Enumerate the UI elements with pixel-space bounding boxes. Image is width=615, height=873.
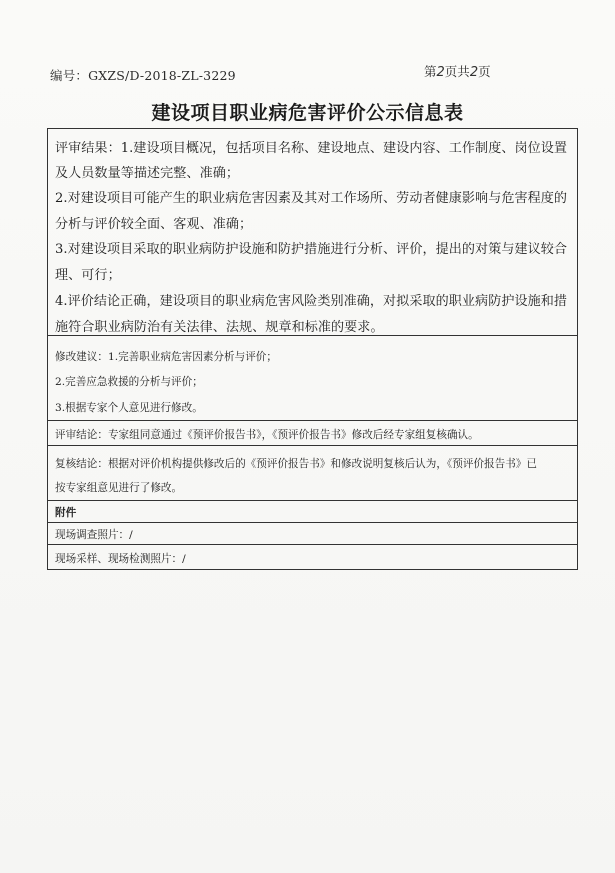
review-result-line: 2.对建设项目可能产生的职业病危害因素及其对工作场所、劳动者健康影响与危害程度的 (55, 191, 568, 206)
page-mid: 页共 (444, 64, 470, 79)
review-result-line: 施符合职业病防治有关法律、法规、规章和标准的要求。 (55, 320, 384, 335)
review-result-line: 评审结果：1.建设项目概况，包括项目名称、建设地点、建设内容、工作制度、岗位设置 (55, 141, 568, 156)
page-prefix: 第 (424, 64, 437, 79)
review-result-line: 及人员数量等描述完整、准确； (55, 166, 240, 181)
sampling-photos-row (48, 545, 577, 569)
page-indicator (424, 62, 491, 80)
review-result-line: 理、可行； (55, 268, 121, 283)
review-result-line: 3.对建设项目采取的职业病防护设施和防护措施进行分析、评价，提出的对策与建议较合 (55, 242, 568, 257)
review-result-line: 分析与评价较全面、客观、准确； (55, 217, 253, 232)
recheck-line: 复核结论：根据对评价机构提供修改后的《预评价报告书》和修改说明复核后认为，《预评价报告书》已 (55, 458, 538, 470)
attachments-heading-row (48, 501, 577, 523)
modification-line: 3.根据专家个人意见进行修改。 (55, 402, 203, 414)
document-number: 编号：GXZS/D-2018-ZL-3229 (50, 68, 236, 83)
page-title: 建设项目职业病危害评价公示信息表 (151, 102, 464, 124)
review-conclusion-text: 评审结论：专家组同意通过《预评价报告书》，《预评价报告书》修改后经专家组复核确认。 (55, 429, 479, 441)
recheck-section (48, 446, 577, 501)
modification-line: 2.完善应急救援的分析与评价； (55, 376, 203, 388)
page-total: 2 (469, 65, 479, 80)
page-current: 2 (436, 65, 445, 80)
page-suffix: 页 (478, 64, 491, 79)
recheck-line: 按专家组意见进行了修改。 (55, 482, 183, 494)
review-result-section (48, 129, 577, 336)
attachments-heading: 附件 (55, 507, 77, 519)
review-conclusion-section (48, 421, 577, 446)
site-photos-text: 现场调查照片：/ (55, 529, 133, 541)
review-result-line: 4.评价结论正确，建设项目的职业病危害风险类别准确，对拟采取的职业病防护设施和措 (55, 294, 568, 309)
modification-section (48, 336, 577, 421)
sampling-photos-text: 现场采样、现场检测照片：/ (55, 553, 186, 565)
modification-line: 修改建议：1.完善职业病危害因素分析与评价； (55, 351, 277, 363)
site-photos-row (48, 523, 577, 545)
info-form-table (47, 128, 578, 570)
